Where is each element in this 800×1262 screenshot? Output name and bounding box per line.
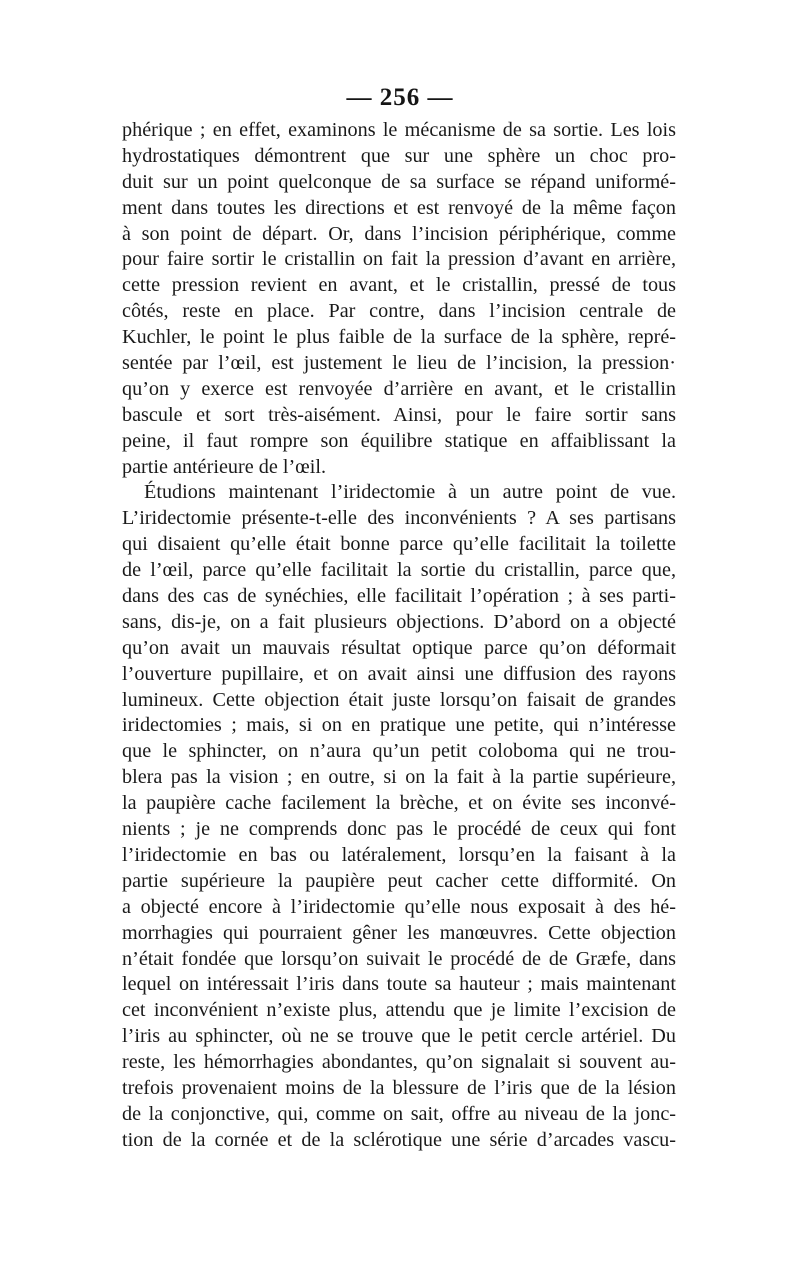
text-line: de l’œil, parce qu’elle facilitait la sortie du cristallin, parce que, [122,559,676,582]
text-line: l’iridectomie en bas ou latéralement, lorsqu’en la faisant à la [122,843,676,866]
text-line: morrhagies qui pourraient gêner les manœuvres. Cette objection [122,921,676,944]
text-line: hydrostatiques démontrent que sur une sphère un choc pro- [122,144,676,167]
text-line: reste, les hémorrhagies abondantes, qu’on signalait si souvent au- [122,1051,676,1074]
text-line: la paupière cache facilement la brèche, et on évite ses inconvé- [122,792,676,815]
text-line: nients ; je ne comprends donc pas le procédé de ceux qui font [122,818,676,841]
paragraph-start-line: Étudions maintenant l’iridectomie à un autre point de vue. [144,481,676,504]
text-line: lumineux. Cette objection était juste lorsqu’on faisait de grandes [122,688,676,711]
text-line: trefois provenaient moins de la blessure de l’iris que de la lésion [122,1076,676,1099]
text-line: cette pression revient en avant, et le cristallin, pressé de tous [122,274,676,297]
paragraph-end-line: partie antérieure de l’œil. [122,455,327,478]
text-line: de la conjonctive, qui, comme on sait, offre au niveau de la jonc- [122,1102,676,1125]
text-line: peine, il faut rompre son équilibre statique en affaiblissant la [122,429,676,452]
text-line: phérique ; en effet, examinons le mécanisme de sa sortie. Les lois [122,119,676,141]
text-line: dans des cas de synéchies, elle facilitait l’opération ; à ses parti- [122,585,676,608]
text-line: côtés, reste en place. Par contre, dans l’incision centrale de [122,300,676,323]
text-line: bascule et sort très-aisément. Ainsi, pour le faire sortir sans [122,403,676,426]
text-line: sans, dis-je, on a fait plusieurs objections. D’abord on a objecté [122,610,676,633]
text-line: cet inconvénient n’existe plus, attendu que je limite l’excision de [122,999,676,1022]
text-line: iridectomies ; mais, si on en pratique une petite, qui n’intéresse [122,714,676,737]
text-line: qui disaient qu’elle était bonne parce qu’elle facilitait la toilette [122,533,676,556]
text-line: à son point de départ. Or, dans l’incision périphérique, comme [122,222,676,245]
text-line: tion de la cornée et de la sclérotique une série d’arcades vascu- [122,1128,676,1151]
text-line: sentée par l’œil, est justement le lieu de l’incision, la pression· [122,352,676,375]
text-line: que le sphincter, on n’aura qu’un petit coloboma qui ne trou- [122,740,676,763]
page-number: — 256 — [346,84,454,111]
text-line: partie supérieure la paupière peut cacher cette difformité. On [122,869,676,892]
body-text [122,118,676,1154]
text-line: ment dans toutes les directions et est renvoyé de la même façon [122,196,676,219]
text-line: qu’on avait un mauvais résultat optique parce qu’on déformait [122,636,676,659]
text-line: blera pas la vision ; en outre, si on la fait à la partie supérieure, [122,766,676,789]
text-line: qu’on y exerce est renvoyée d’arrière en avant, et le cristallin [122,377,676,400]
text-line: duit sur un point quelconque de sa surface se répand uniformé- [122,170,676,193]
text-line: n’était fondée que lorsqu’on suivait le procédé de de Græfe, dans [122,947,676,970]
text-line: lequel on intéressait l’iris dans toute sa hauteur ; mais maintenant [122,973,676,996]
text-line: L’iridectomie présente-t-elle des inconvénients ? A ses partisans [122,507,676,530]
text-line: l’ouverture pupillaire, et on avait ainsi une diffusion des rayons [122,662,676,685]
text-line: l’iris au sphincter, où ne se trouve que le petit cercle artériel. Du [122,1025,676,1048]
text-line: pour faire sortir le cristallin on fait la pression d’avant en arrière, [122,248,676,271]
text-line: a objecté encore à l’iridectomie qu’elle nous exposait à des hé- [122,895,676,918]
text-line: Kuchler, le point le plus faible de la surface de la sphère, repré- [122,326,676,349]
